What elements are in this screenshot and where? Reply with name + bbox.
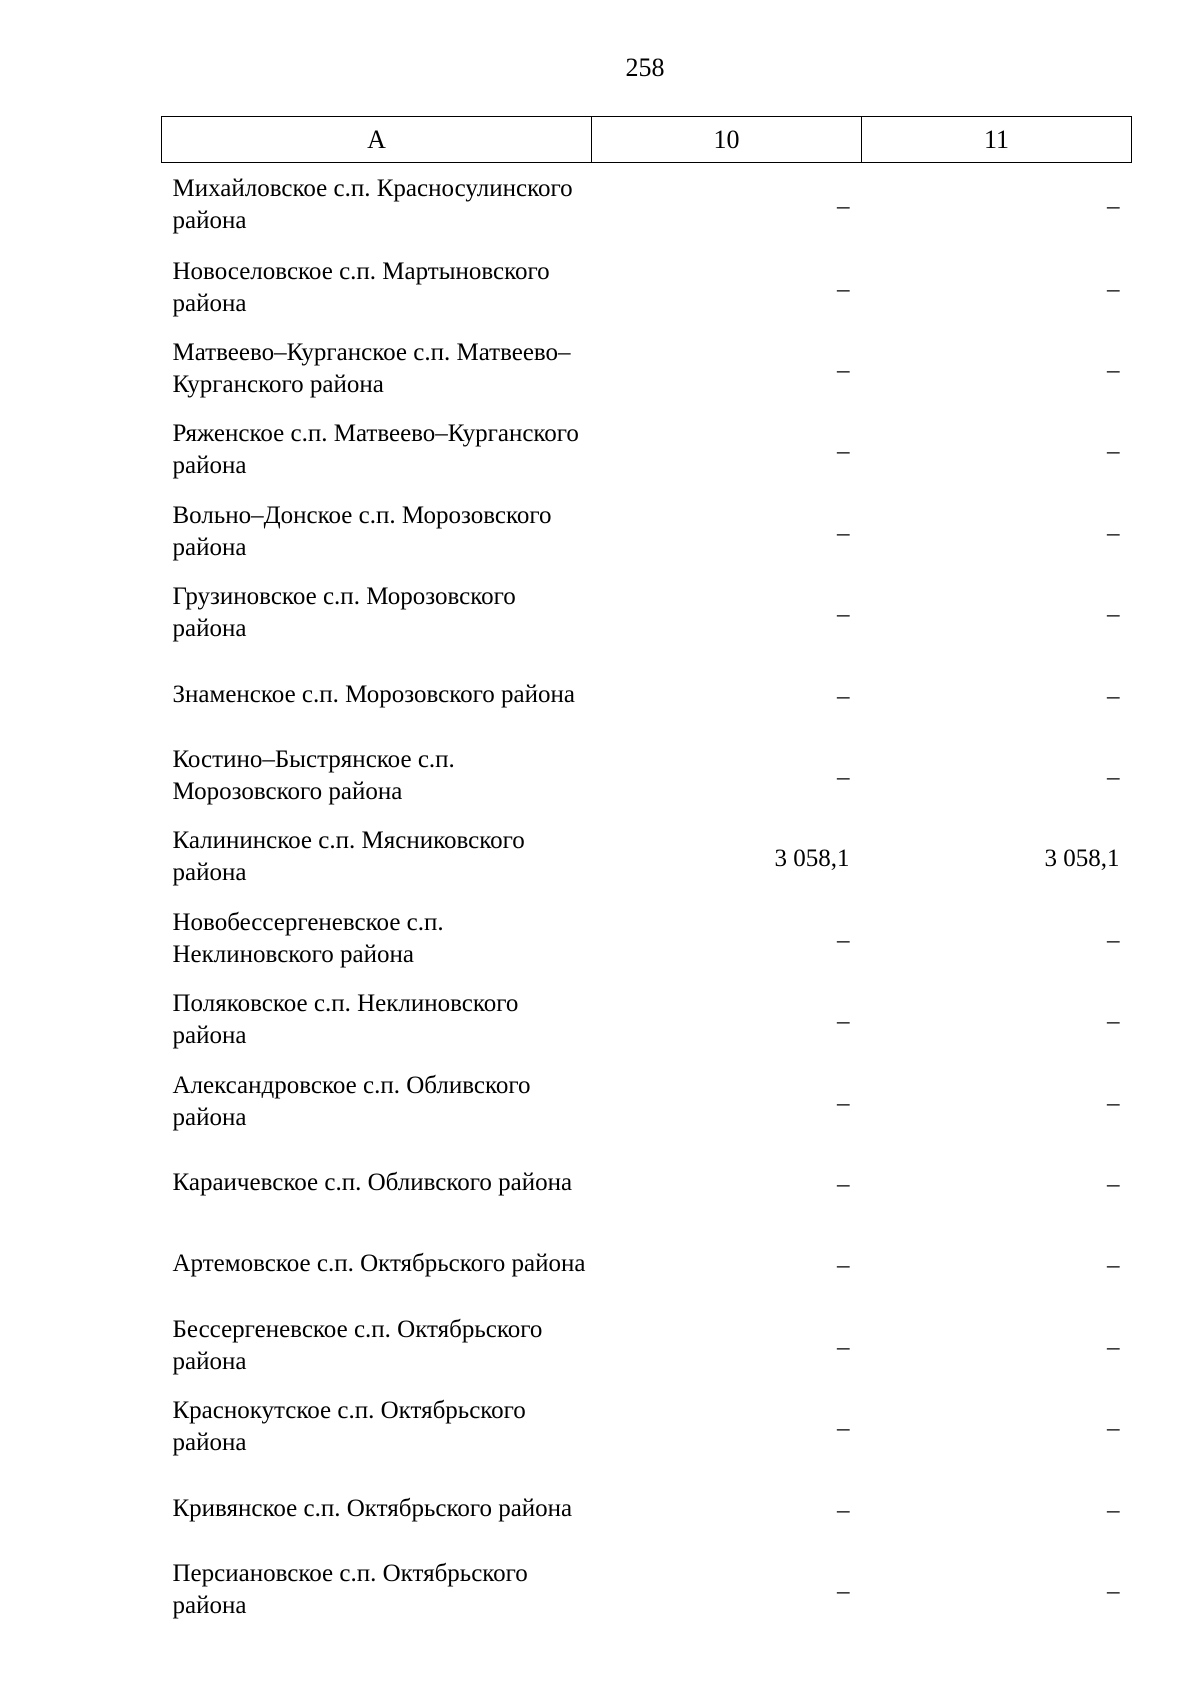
value-col-11: – <box>1107 193 1120 220</box>
value-col-10: – <box>837 764 850 792</box>
settlement-name: Новобессергеневское с.п. Неклиновского района <box>172 908 444 968</box>
value-col-10: – <box>837 926 850 954</box>
table-row <box>162 491 1132 572</box>
settlement-name: Ряженское с.п. Матвеево–Курганского района <box>172 420 579 480</box>
value-col-10: – <box>837 682 850 710</box>
table-row <box>162 163 1132 248</box>
table-row <box>162 1224 1132 1305</box>
settlement-name: Вольно–Донское с.п. Морозовского района <box>172 501 552 561</box>
value-col-10: – <box>837 275 850 303</box>
value-col-10: – <box>837 1496 850 1524</box>
table-row <box>162 247 1132 328</box>
settlement-name: Грузиновское с.п. Морозовского района <box>172 583 516 643</box>
value-col-10: – <box>837 601 850 629</box>
table-row <box>162 410 1132 491</box>
settlement-name: Михайловское с.п. Красносулинского района <box>172 175 573 234</box>
value-col-11: – <box>1107 438 1120 466</box>
settlement-name: Знаменское с.п. Морозовского района <box>172 680 575 708</box>
settlement-name: Краснокутское с.п. Октябрьского района <box>172 1397 526 1457</box>
header-column-a: А <box>162 117 592 163</box>
table-header-row <box>162 117 1132 163</box>
value-col-10: – <box>837 1333 850 1361</box>
settlement-name: Кривянское с.п. Октябрьского района <box>172 1494 573 1522</box>
table-row <box>162 980 1132 1061</box>
value-col-11: – <box>1107 1252 1120 1280</box>
table-row <box>162 1468 1132 1549</box>
value-col-11: – <box>1107 682 1120 710</box>
value-col-11: – <box>1107 1089 1120 1117</box>
value-col-10: – <box>837 193 850 220</box>
table-row <box>162 1142 1132 1223</box>
value-col-10: – <box>837 1089 850 1117</box>
table-row <box>162 1305 1132 1386</box>
value-col-10: – <box>837 519 850 547</box>
settlement-name: Костино–Быстрянское с.п. Морозовского района <box>172 746 455 806</box>
value-col-11: 3 058,1 <box>1044 845 1120 873</box>
value-col-10: – <box>837 1008 850 1036</box>
table-row <box>162 817 1132 898</box>
settlement-name: Александровское с.п. Обливского района <box>172 1071 531 1131</box>
value-col-11: – <box>1107 1333 1120 1361</box>
table-row <box>162 735 1132 816</box>
table-row <box>162 654 1132 735</box>
page-number: 258 <box>625 53 665 82</box>
value-col-11: – <box>1107 275 1120 303</box>
settlement-name: Персиановское с.п. Октябрьского района <box>172 1559 528 1619</box>
settlement-name: Новоселовское с.п. Мартыновского района <box>172 257 550 317</box>
settlement-name: Поляковское с.п. Неклиновского района <box>172 990 519 1050</box>
value-col-11: – <box>1107 1415 1120 1443</box>
value-col-11: – <box>1107 1496 1120 1524</box>
settlement-name: Матвеево–Курганское с.п. Матвеево–Курганского района <box>172 339 571 399</box>
value-col-11: – <box>1107 1008 1120 1036</box>
value-col-11: – <box>1107 1170 1120 1198</box>
data-table <box>161 116 1132 1631</box>
value-col-10: 3 058,1 <box>774 845 850 873</box>
header-column-10: 10 <box>592 117 862 163</box>
settlement-name: Бессергеневское с.п. Октябрьского района <box>172 1315 543 1375</box>
header-column-11: 11 <box>862 117 1132 163</box>
value-col-11: – <box>1107 1577 1120 1605</box>
table-row <box>162 573 1132 654</box>
value-col-10: – <box>837 357 850 385</box>
value-col-11: – <box>1107 926 1120 954</box>
value-col-10: – <box>837 1577 850 1605</box>
table-row <box>162 1549 1132 1630</box>
value-col-10: – <box>837 438 850 466</box>
table-row <box>162 898 1132 979</box>
value-col-11: – <box>1107 764 1120 792</box>
value-col-11: – <box>1107 601 1120 629</box>
value-col-10: – <box>837 1415 850 1443</box>
table-row <box>162 328 1132 409</box>
settlement-name: Караичевское с.п. Обливского района <box>172 1168 573 1196</box>
value-col-10: – <box>837 1170 850 1198</box>
table-row <box>162 1386 1132 1467</box>
value-col-10: – <box>837 1252 850 1280</box>
settlement-name: Калининское с.п. Мясниковского района <box>172 827 525 887</box>
settlement-name: Артемовское с.п. Октябрьского района <box>172 1250 586 1278</box>
value-col-11: – <box>1107 519 1120 547</box>
table-row <box>162 1061 1132 1142</box>
value-col-11: – <box>1107 357 1120 385</box>
